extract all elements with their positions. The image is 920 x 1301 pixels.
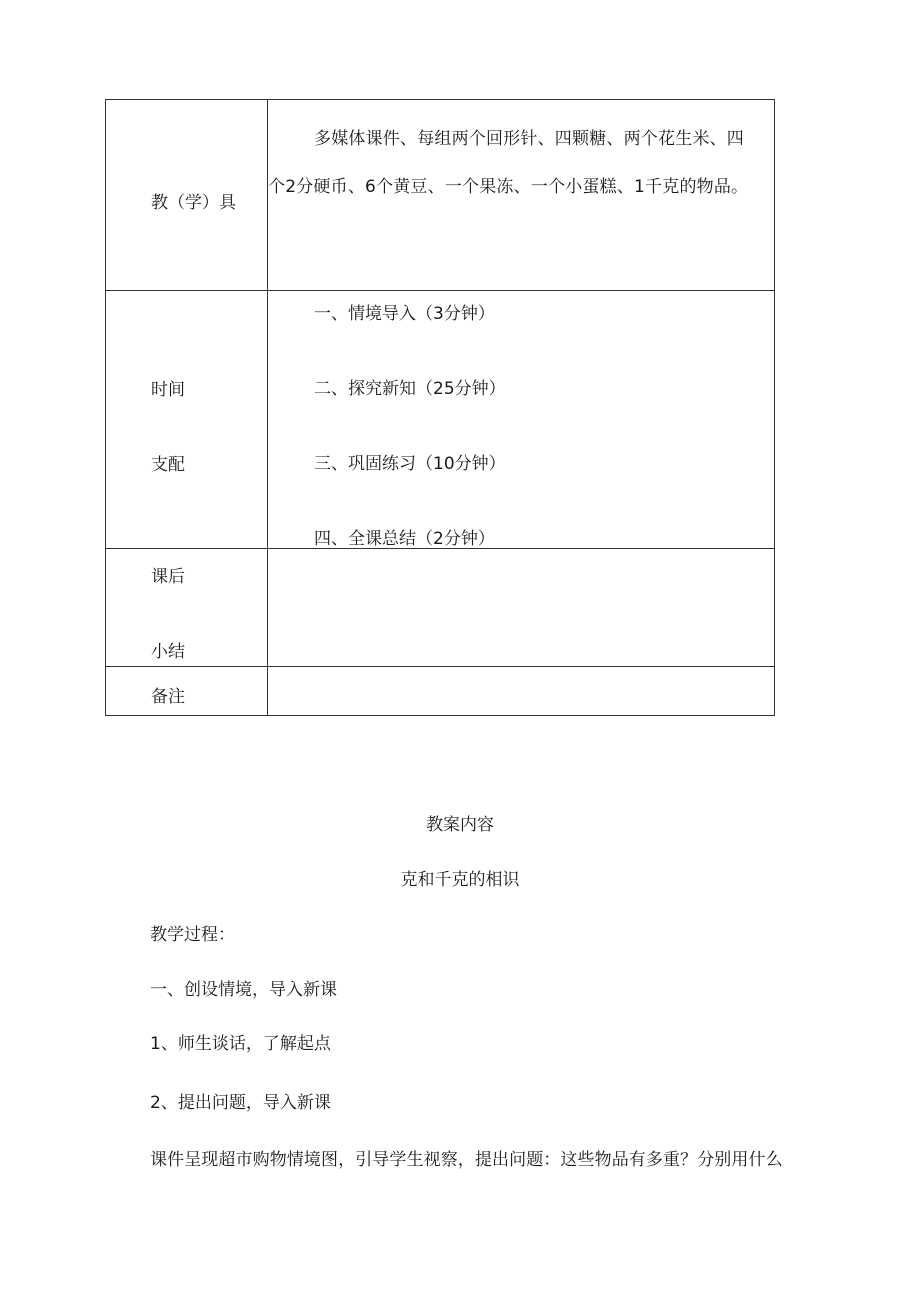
- tools-content-line1: 多媒体课件、每组两个回形针、四颗糖、两个花生米、四: [314, 129, 744, 149]
- time-label-cell: [106, 291, 268, 549]
- tools-content-cell: [268, 100, 775, 291]
- tools-label: 教（学）具: [151, 193, 236, 213]
- summary-label-line2: 小结: [151, 642, 185, 662]
- summary-content-cell: [268, 549, 775, 667]
- section-heading: 教案内容: [426, 815, 494, 835]
- process-label: 教学过程：: [150, 925, 235, 945]
- remark-label-cell: [106, 667, 268, 716]
- time-item: 一、情境导入（3分钟）: [314, 304, 495, 324]
- remark-content-cell: [268, 667, 775, 716]
- table-row-time: [106, 291, 775, 549]
- lesson-plan-table: [105, 99, 775, 716]
- time-content-cell: [268, 291, 775, 549]
- summary-label-cell: [106, 549, 268, 667]
- tools-label-cell: [106, 100, 268, 291]
- step-one: 1、师生谈话，了解起点: [150, 1034, 331, 1054]
- time-item: 三、巩固练习（10分钟）: [314, 454, 506, 474]
- table-row-remark: [106, 667, 775, 716]
- summary-label-line1: 课后: [151, 567, 185, 587]
- lesson-title: 克和千克的相识: [400, 870, 520, 890]
- tools-content-line2: 个2分硬币、6个黄豆、一个果冻、一个小蛋糕、1千克的物品。: [268, 177, 749, 197]
- remark-label: 备注: [151, 687, 185, 707]
- time-label-line2: 支配: [151, 455, 185, 475]
- section-one-heading: 一、创设情境，导入新课: [150, 980, 337, 1000]
- time-label-line1: 时间: [151, 380, 185, 400]
- table-row-summary: [106, 549, 775, 667]
- step-two: 2、提出问题，导入新课: [150, 1093, 331, 1113]
- table-row-tools: [106, 100, 775, 291]
- time-item: 二、探究新知（25分钟）: [314, 379, 506, 399]
- time-item: 四、全课总结（2分钟）: [314, 529, 495, 549]
- body-paragraph: 课件呈现超市购物情境图，引导学生视察，提出问题：这些物品有多重？分别用什么: [150, 1150, 783, 1170]
